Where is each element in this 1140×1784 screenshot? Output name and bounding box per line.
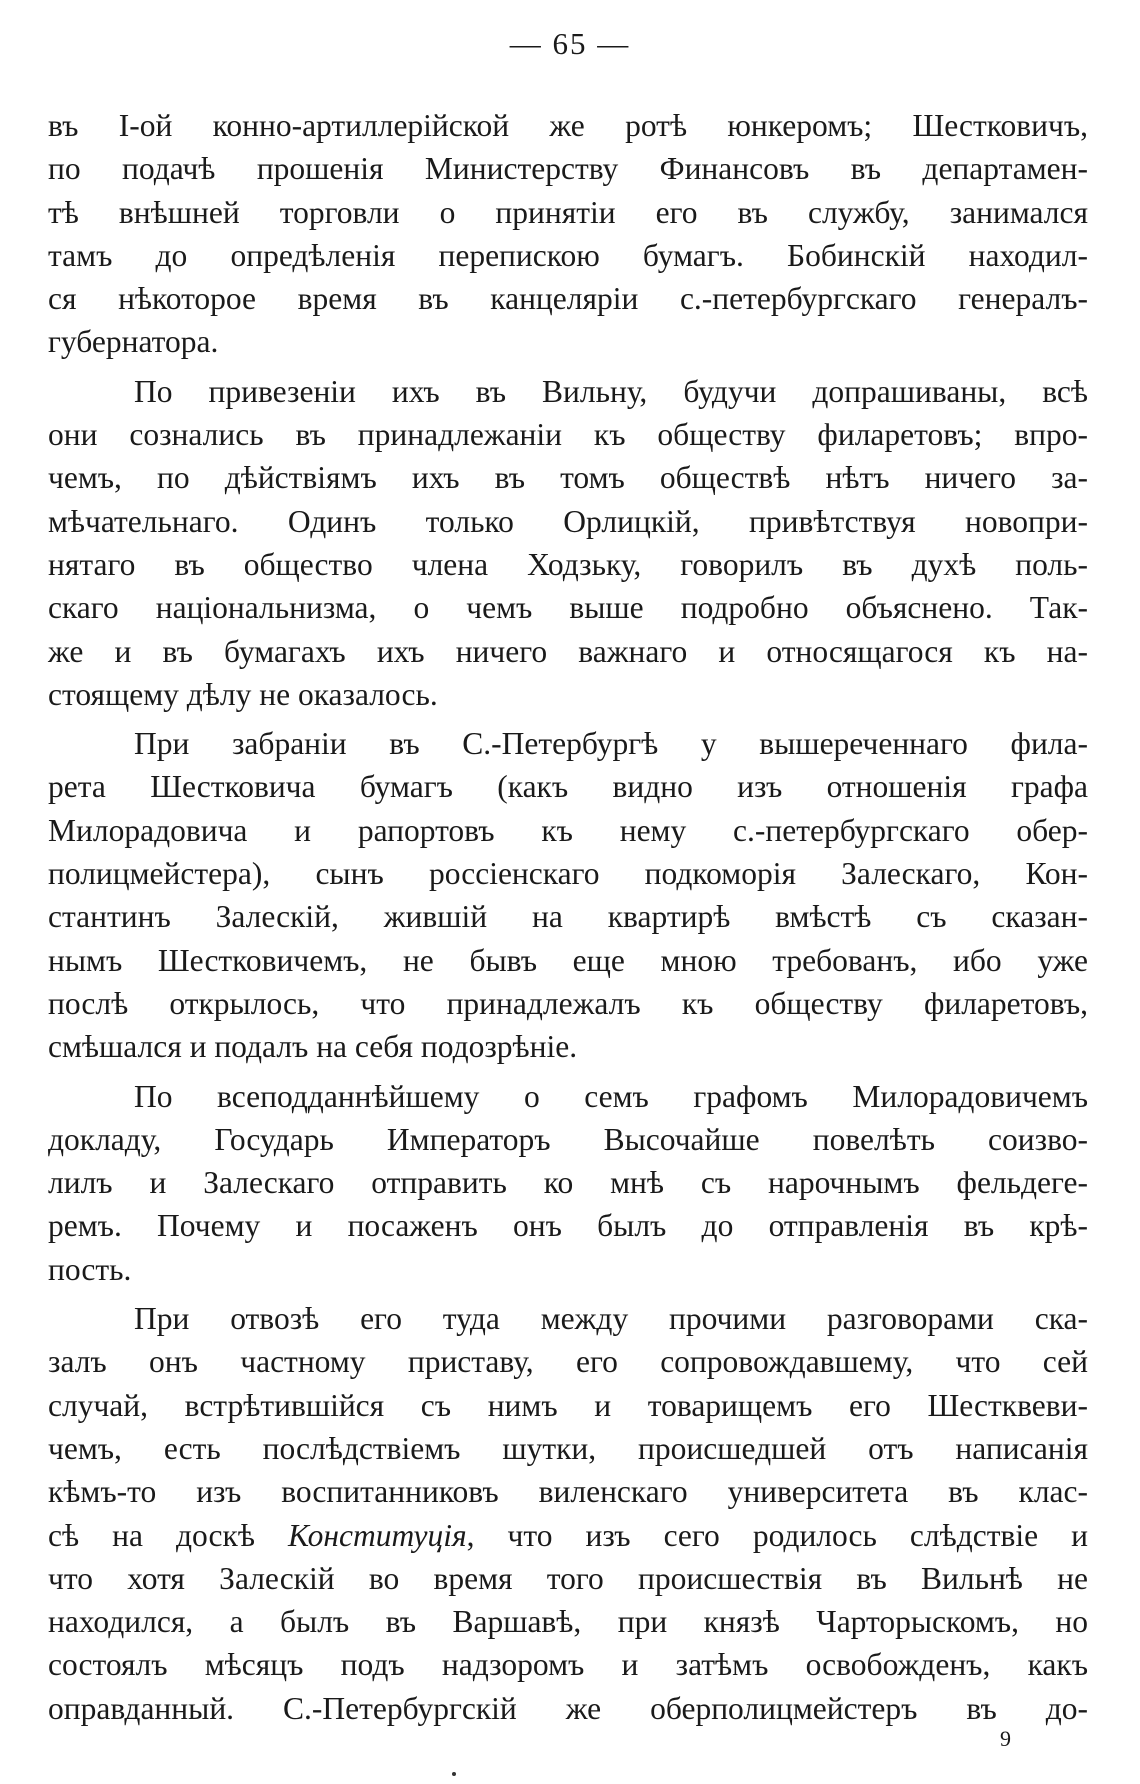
text-line: полицмейстера), сынъ россіенскаго подкоморія Залескаго, Кон- [48,856,1088,892]
text-line: губернатора. [48,324,219,360]
text-line: ся нѣкоторое время въ канцеляріи с.-петербургскаго генералъ- [48,281,1088,317]
text-line: оправданный. С.-Петербургскій же оберполицмейстеръ въ до- [48,1690,1088,1726]
text-line: стантинъ Залескій, жившій на квартирѣ вмѣстѣ съ сказан- [48,899,1088,935]
text-line: докладу, Государь Императоръ Высочайше повелѣть соизво- [48,1121,1088,1157]
text-line: залъ онъ частному приставу, его сопровождавшему, что сей [48,1344,1088,1380]
text-line: они сознались въ принадлежаніи къ обществу филаретовъ; впро- [48,417,1088,453]
print-speck [452,1772,456,1776]
text-line: чемъ, по дѣйствіямъ ихъ въ томъ обществѣ нѣтъ ничего за- [48,460,1088,496]
text-line: по подачѣ прошенія Министерству Финансовъ въ департамен- [48,151,1088,187]
text-line: лилъ и Залескаго отправить ко мнѣ съ нарочнымъ фельдеге- [48,1165,1088,1201]
text-line: смѣшался и подалъ на себя подозрѣніе. [48,1029,578,1065]
text-line: По всеподданнѣйшему о семъ графомъ Милорадовичемъ [134,1078,1088,1114]
text-line: послѣ открылось, что принадлежалъ къ обществу филаретовъ, [48,985,1088,1021]
text-line: пость. [48,1251,132,1287]
text-line: тамъ до опредѣленія перепискою бумагъ. Бобинскій находил- [48,237,1088,273]
text-line: Милорадовича и рапортовъ къ нему с.-петербургскаго обер- [48,812,1088,848]
text-line: тѣ внѣшней торговли о принятіи его въ службу, занимался [48,194,1088,230]
text-line: случай, встрѣтившійся съ нимъ и товарищемъ его Шестквеви- [48,1387,1088,1423]
text-line: стоящему дѣлу не оказалось. [48,676,438,712]
text-line: По привезеніи ихъ въ Вильну, будучи допрашиваны, всѣ [134,373,1088,409]
text-line: нымъ Шестковичемъ, не бывъ еще мною требованъ, ибо уже [48,942,1088,978]
page-number-header: — 65 — [509,26,631,61]
text-line: рета Шестковича бумагъ (какъ видно изъ отношенія графа [48,769,1088,805]
text-line: сѣ на доскѣ Конституція, что изъ сего родилось слѣдствіе и [48,1517,1088,1553]
text-line: ремъ. Почему и посаженъ онъ былъ до отправленія въ крѣ- [48,1208,1088,1244]
text-line: чемъ, есть послѣдствіемъ шутки, происшедшей отъ написанія [48,1430,1088,1466]
page-body-text [48,104,1088,1730]
text-line: скаго національнизма, о чемъ выше подробно объяснено. Так- [48,590,1088,626]
text-line: что хотя Залескій во время того происшествія въ Вильнѣ не [48,1560,1088,1596]
text-line: состоялъ мѣсяцъ подъ надзоромъ и затѣмъ освобожденъ, какъ [48,1647,1088,1683]
text-line: же и въ бумагахъ ихъ ничего важнаго и относящагося къ на- [48,633,1088,669]
text-line: При забраніи въ С.-Петербургѣ у вышереченнаго фила- [134,726,1088,762]
text-line: кѣмъ-то изъ воспитанниковъ виленскаго университета въ клас- [48,1474,1088,1510]
text-line: находился, а былъ въ Варшавѣ, при князѣ Чарторыскомъ, но [48,1604,1088,1640]
text-line: нятаго въ общество члена Ходзьку, говорилъ въ духѣ поль- [48,546,1088,582]
text-line: мѣчательнаго. Одинъ только Орлицкій, привѣтствуя новопри- [48,503,1088,539]
text-line: При отвозѣ его туда между прочими разговорами ска- [134,1301,1088,1337]
signature-mark: 9 [1000,1726,1011,1751]
text-line: въ I-ой конно-артиллерійской же ротѣ юнкеромъ; Шестковичъ, [48,108,1088,143]
